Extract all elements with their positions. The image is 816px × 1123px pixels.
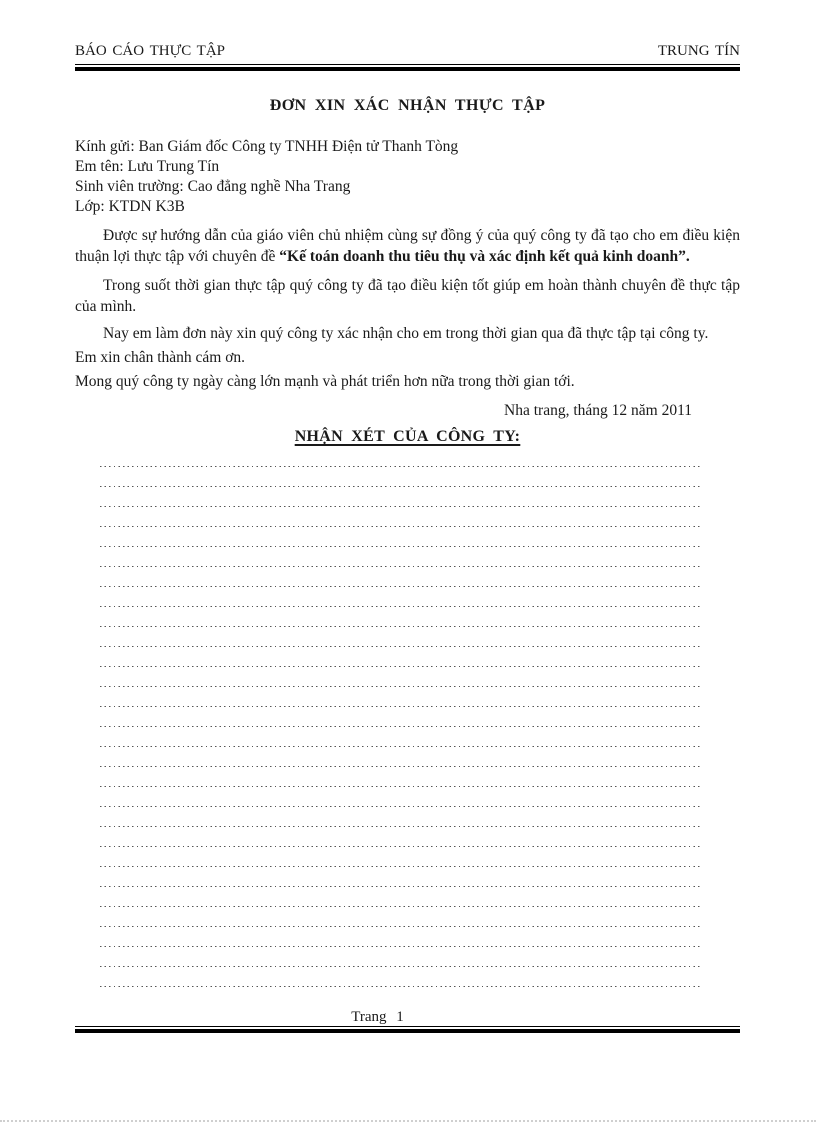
header-rule <box>75 67 740 71</box>
paragraph-body3: Nay em làm đơn này xin quý công ty xác nhận cho em trong thời gian qua đã thực tập tại công ty. <box>103 325 709 342</box>
dotted-line <box>100 487 700 507</box>
dotted-line <box>100 547 700 567</box>
dotted-line <box>100 907 700 927</box>
dotted-line <box>100 647 700 667</box>
footer-rule-thin <box>75 1026 740 1027</box>
recipient-block <box>75 137 740 217</box>
recipient-line-class: Lớp: KTDN K3B <box>75 198 185 215</box>
paragraph-intro <box>75 225 740 267</box>
recipient-line-to: Kính gửi: Ban Giám đốc Công ty TNHH Điện tử Thanh Tòng <box>75 138 459 155</box>
page-header <box>75 42 740 65</box>
dotted-line <box>100 447 700 467</box>
dotted-line <box>100 747 700 767</box>
paragraph-wish: Mong quý công ty ngày càng lớn mạnh và phát triển hơn nữa trong thời gian tới. <box>75 373 575 390</box>
dotted-line <box>100 527 700 547</box>
dotted-line <box>100 867 700 887</box>
dotted-line <box>100 567 700 587</box>
dotted-line <box>100 887 700 907</box>
dotted-line <box>100 627 700 647</box>
dotted-line <box>100 927 700 947</box>
recipient-line-name: Em tên: Lưu Trung Tín <box>75 158 220 175</box>
dotted-line <box>100 507 700 527</box>
paragraph-intro-topic: “Kế toán doanh thu tiêu thụ và xác định kết quả kinh doanh”. <box>279 248 690 265</box>
dotted-line <box>100 587 700 607</box>
dotted-line <box>100 607 700 627</box>
dotted-line <box>100 467 700 487</box>
dotted-line <box>100 807 700 827</box>
header-right-label: TRUNG TÍN <box>657 43 740 59</box>
dotted-line <box>100 667 700 687</box>
dotted-line <box>100 827 700 847</box>
paragraph-body2: Trong suốt thời gian thực tập quý công ty đã tạo điều kiện tốt giúp em hoàn thành chuyên đề thực tập của mình. <box>75 277 740 315</box>
recipient-line-school: Sinh viên trường: Cao đẳng nghề Nha Trang <box>75 178 351 195</box>
dotted-line <box>100 707 700 727</box>
page-break-separator <box>0 1120 816 1122</box>
page-number: Trang 1 <box>351 1009 404 1025</box>
dotted-line <box>100 727 700 747</box>
paragraph-thanks: Em xin chân thành cám ơn. <box>75 349 246 366</box>
dotted-line <box>100 767 700 787</box>
dotted-line <box>100 967 700 987</box>
header-left-label: BÁO CÁO THỰC TẬP <box>75 43 226 59</box>
dateline: Nha trang, tháng 12 năm 2011 <box>504 402 692 419</box>
dotted-line <box>100 947 700 967</box>
document-title: ĐƠN XIN XÁC NHẬN THỰC TẬP <box>269 97 546 114</box>
footer-rule-thick <box>75 1029 740 1033</box>
dotted-line <box>100 687 700 707</box>
dotted-lines <box>100 447 700 987</box>
paragraph-intro-text: Được sự hướng dẫn của giáo viên chủ nhiệm cùng sự đồng ý của quý công ty đã tạo cho em điều kiện thuận lợi thực tập với chuyên đề <box>75 227 740 265</box>
company-comments-heading: NHẬN XÉT CỦA CÔNG TY: <box>294 428 521 445</box>
dotted-line <box>100 847 700 867</box>
dotted-line <box>100 787 700 807</box>
